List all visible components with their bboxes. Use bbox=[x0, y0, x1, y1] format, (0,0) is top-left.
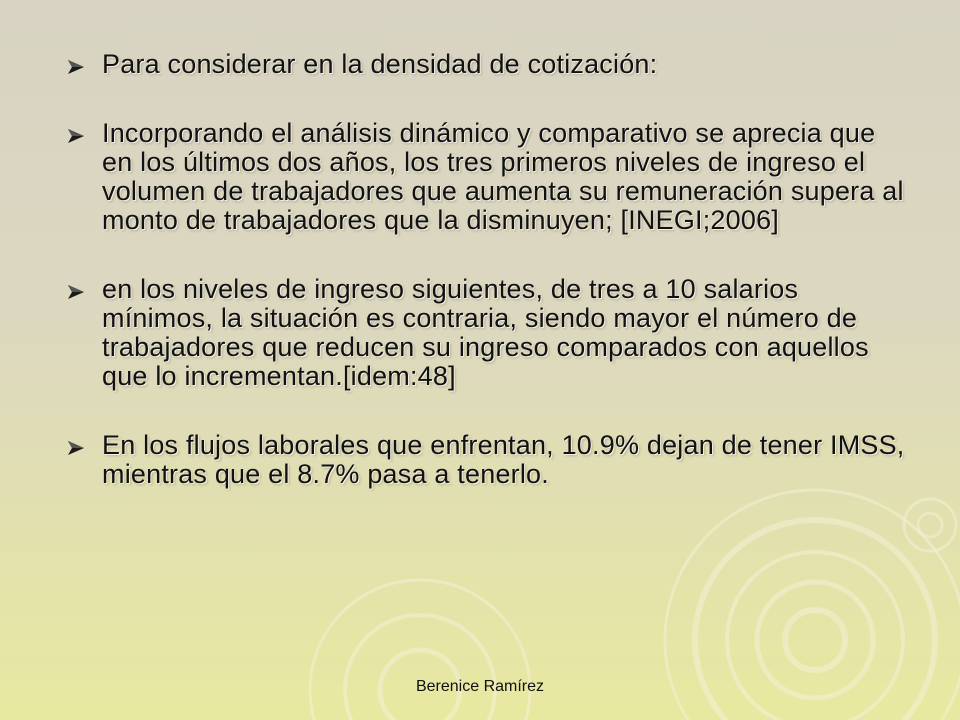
arrow-bullet-icon bbox=[66, 119, 102, 144]
bullet-item-2 bbox=[66, 119, 906, 235]
bullet-text: Para considerar en la densidad de cotización: bbox=[102, 49, 658, 79]
bullet-item-4 bbox=[66, 431, 906, 489]
bullet-list bbox=[66, 50, 906, 489]
bullet-item-1 bbox=[66, 50, 906, 79]
arrow-bullet-icon bbox=[66, 431, 102, 456]
bullet-item-3 bbox=[66, 275, 906, 391]
arrow-bullet-icon bbox=[66, 275, 102, 300]
footer-author: Berenice Ramírez bbox=[415, 678, 545, 695]
arrow-bullet-icon bbox=[66, 50, 102, 75]
bullet-text: Incorporando el análisis dinámico y comparativo se aprecia que en los últimos dos años, los tres primeros niveles de ingreso el volumen de trabajadores que aumenta su remuneración supera al monto de trabajadores que la disminuyen; [INEGI;2006] bbox=[102, 118, 904, 235]
bullet-text: en los niveles de ingreso siguientes, de tres a 10 salarios mínimos, la situación es contraria, siendo mayor el número de trabajadores que reducen su ingreso comparados con aquellos que lo incrementan.[idem:48] bbox=[102, 274, 869, 391]
bullet-text: En los flujos laborales que enfrentan, 10.9% dejan de tener IMSS, mientras que el 8.7% pasa a tenerlo. bbox=[102, 430, 905, 489]
